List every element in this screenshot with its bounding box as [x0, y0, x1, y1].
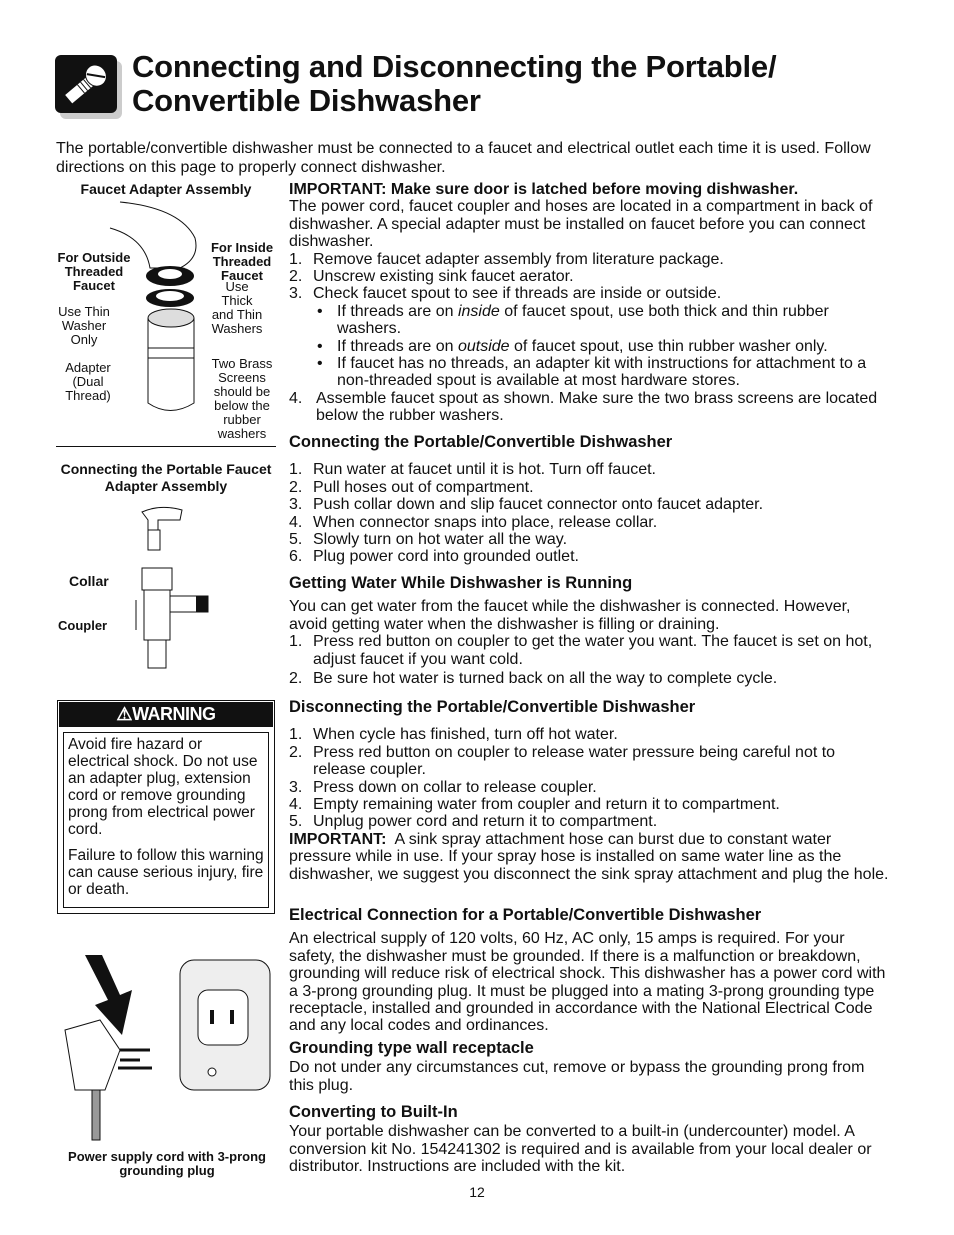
- page-number: 12: [469, 1184, 485, 1200]
- intro-text: The portable/convertible dishwasher must be connected to a faucet and electrical outlet each time it is used. Follow directions on this page to properly connect dishwasher.: [56, 140, 871, 176]
- list-item: 5. Slowly turn on hot water all the way.: [289, 531, 568, 549]
- list-item: 4. When connector snaps into place, release collar.: [289, 513, 658, 531]
- section-text: You can get water from the faucet while the dishwasher is connected. However, avoid getting water when the dishwasher is filling or draining.: [289, 598, 851, 633]
- bullet-item: • If threads are on inside of faucet spout, use both thick and thin rubber washers.: [317, 302, 829, 338]
- screw-icon: [55, 55, 125, 121]
- connecting-section: [289, 434, 889, 566]
- faucet-adapter-caption: Faucet Adapter Assembly: [80, 181, 252, 197]
- section-heading: Grounding type wall receptacle: [289, 1039, 534, 1057]
- list-item: 2. Press red button on coupler to release water pressure being careful not to release coupler.: [289, 743, 836, 779]
- thin-washer-label: Use Thin Washer Only: [58, 304, 110, 347]
- section-heading: Converting to Built-In: [289, 1103, 458, 1121]
- important-note: IMPORTANT: A sink spray attachment hose can burst due to constant water pressure while in use. If your spray hose is installed on same water line as the dishwasher, we suggest you disconnect the sink spray attachment and plug the hole.: [289, 830, 889, 883]
- list-item: 1. Press red button on coupler to get the water you want. The faucet is set on hot, adjust faucet if you want cold.: [289, 633, 873, 668]
- warning-box: [57, 700, 275, 914]
- section-heading: Getting Water While Dishwasher is Running: [289, 574, 633, 592]
- warning-header: ⚠WARNING: [59, 702, 273, 727]
- bullet-item: • If threads are on outside of faucet spout, use thin rubber washer only.: [317, 337, 828, 355]
- warning-text: Avoid fire hazard or electrical shock. Do not use an adapter plug, extension cord or remove grounding prong from electrical power cord.: [68, 736, 258, 838]
- thick-thin-label: Use Thick and Thin Washers: [211, 279, 263, 336]
- list-item: 3. Push collar down and slip faucet connector onto faucet adapter.: [289, 496, 764, 514]
- list-item: 1. Run water at faucet until it is hot. Turn off faucet.: [289, 461, 656, 479]
- collar-label: Collar: [69, 573, 109, 589]
- grounding-section: [289, 1040, 889, 1094]
- page-title: Connecting and Disconnecting the Portable/ Convertible Dishwasher: [132, 49, 777, 118]
- list-item: 3. Press down on collar to release coupler.: [289, 778, 597, 796]
- adapter-label: Adapter (Dual Thread): [65, 360, 111, 403]
- disconnecting-section: [289, 699, 889, 883]
- list-item: 4. Empty remaining water from coupler and return it to compartment.: [289, 796, 780, 814]
- bullet-item: • If faucet has no threads, an adapter kit with instructions for attachment to a non-threaded spout is available at most hardware stores.: [317, 355, 867, 390]
- important-section: [289, 181, 889, 425]
- list-item: 1. Remove faucet adapter assembly from literature package.: [289, 250, 724, 268]
- list-item: 4. Assemble faucet spout as shown. Make sure the two brass screens are located below the rubber washers.: [289, 389, 878, 425]
- list-item: 5. Unplug power cord and return it to compartment.: [289, 813, 658, 831]
- brass-screens-label: Two Brass Screens should be below the rubber washers: [211, 356, 273, 441]
- section-heading: Disconnecting the Portable/Convertible Dishwasher: [289, 698, 696, 716]
- inside-threaded-label: For Inside Threaded Faucet: [210, 240, 274, 283]
- section-heading: Connecting the Portable/Convertible Dishwasher: [289, 433, 673, 451]
- warning-triangle-icon: ⚠: [116, 704, 133, 724]
- list-item: 6. Plug power cord into grounded outlet.: [289, 548, 579, 566]
- grounding-plug-illustration: [60, 950, 275, 1145]
- faucet-coupler-diagram: [130, 500, 220, 670]
- electrical-section: [289, 907, 889, 1035]
- list-item: 3. Check faucet spout to see if threads are inside or outside. • If threads are on inside of faucet spout, use both thick and thin rubber washers. • If threads are on outside of faucet spout, use thin rubber washer only. • If faucet has no threads, an adapter kit with instructions for attachment to a non-threaded spout is available at most hardware stores.: [289, 285, 889, 389]
- list-item: 2. Unscrew existing sink faucet aerator.: [289, 268, 574, 286]
- coupler-label: Coupler: [58, 618, 108, 633]
- important-heading: IMPORTANT: Make sure door is latched before moving dishwasher.: [289, 181, 799, 198]
- divider: [56, 446, 276, 447]
- warning-consequence: Failure to follow this warning can cause serious injury, fire or death.: [68, 847, 264, 898]
- section-text: Your portable dishwasher can be converted to a built-in (undercounter) model. A conversion kit No. 154241302 is required and is available from your local dealer or distributor. Instructions are included with the kit.: [289, 1123, 872, 1176]
- list-item: 1. When cycle has finished, turn off hot water.: [289, 726, 618, 744]
- section-text: An electrical supply of 120 volts, 60 Hz, AC only, 15 amps is required. For your safety, the dishwasher must be grounded. If there is a malfunction or breakdown, grounding will reduce risk of electrical shock. This dishwasher has a power cord with a 3-prong grounding plug. It must be plugged into a mating 3-prong grounding type receptacle, installed and grounded in accordance with the National Electrical Code and any local codes and ordinances.: [289, 930, 886, 1035]
- outside-threaded-label: For Outside Threaded Faucet: [57, 250, 131, 293]
- converting-section: [289, 1104, 889, 1176]
- list-item: 2. Pull hoses out of compartment.: [289, 478, 534, 496]
- faucet-adapter-diagram: [100, 198, 220, 418]
- section-heading: Electrical Connection for a Portable/Convertible Dishwasher: [289, 906, 762, 924]
- list-item: 2. Be sure hot water is turned back on all the way to complete cycle.: [289, 670, 778, 688]
- important-text: The power cord, faucet coupler and hoses are located in a compartment in back of dishwasher. A special adapter must be installed on faucet before you can connect dishwasher.: [289, 198, 873, 251]
- section-text: Do not under any circumstances cut, remove or bypass the grounding prong from this plug.: [289, 1059, 865, 1094]
- getting-water-section: [289, 575, 889, 687]
- plug-caption: Power supply cord with 3-prong grounding plug: [68, 1149, 266, 1178]
- connecting-figure-caption: Connecting the Portable Faucet Adapter Assembly: [60, 461, 272, 494]
